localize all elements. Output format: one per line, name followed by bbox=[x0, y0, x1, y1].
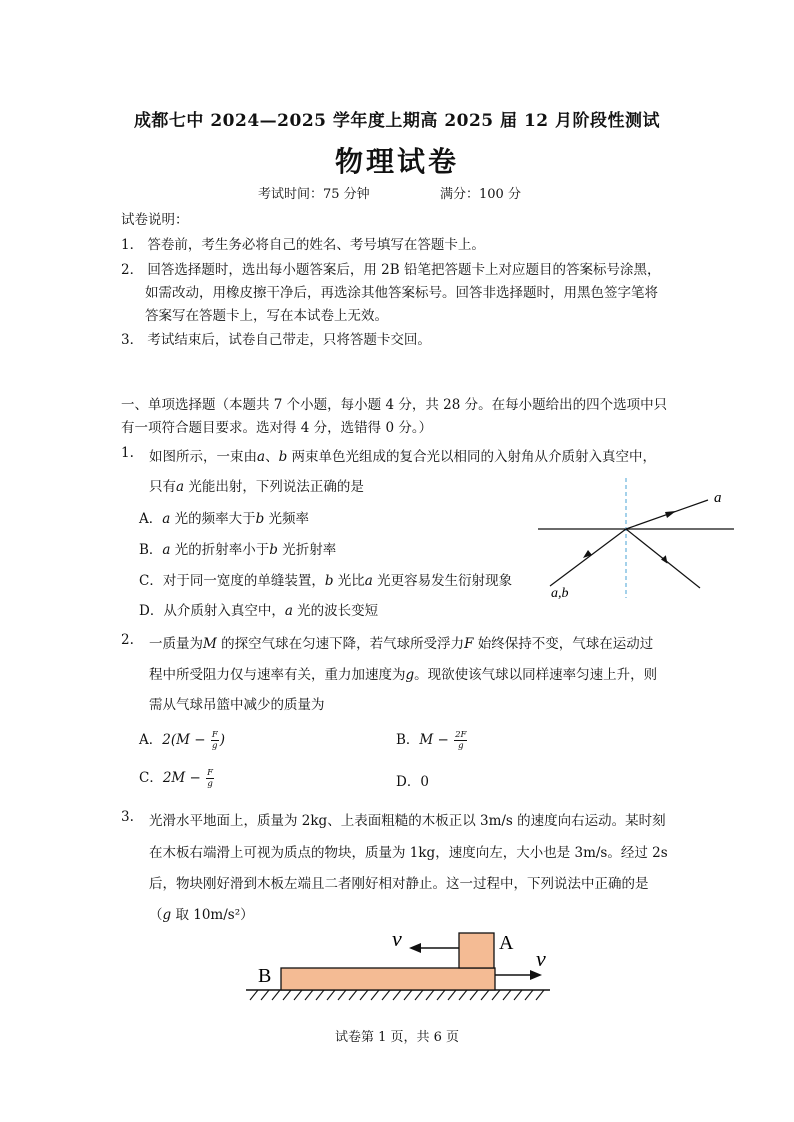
instruction-item: 答案写在答题卡上，写在本试卷上无效。 bbox=[145, 308, 388, 324]
incident-ray bbox=[550, 529, 626, 586]
exam-time: 考试时间：75 分钟 bbox=[258, 187, 370, 202]
hatch-stroke bbox=[272, 990, 280, 1000]
label-a: a bbox=[714, 490, 722, 506]
option-c: C．2M − $\frac{F}{g}$ bbox=[139, 767, 214, 789]
question-stem: 一质量为M 的探空气球在匀速下降，若气球所受浮力F 始终保持不变，气球在运动过 bbox=[149, 636, 654, 652]
question-stem-cont: （g 取 10m/s²） bbox=[149, 907, 254, 923]
question-number: 2. bbox=[121, 632, 134, 648]
option-b: B．M − $\frac{2F}{g}$ bbox=[396, 729, 467, 751]
option-c: C．对于同一宽度的单缝装置，b 光比a 光更容易发生衍射现象 bbox=[139, 573, 513, 589]
question-stem-cont: 程中所受阻力仅与速率有关，重力加速度为g。现欲使该气球以同样速率匀速上升，则 bbox=[149, 667, 658, 683]
hatch-stroke bbox=[492, 990, 500, 1000]
hatch-stroke bbox=[525, 990, 533, 1000]
hatch-stroke bbox=[393, 990, 401, 1000]
hatch-stroke bbox=[536, 990, 544, 1000]
hatch-stroke bbox=[338, 990, 346, 1000]
hatch-stroke bbox=[261, 990, 269, 1000]
board-b bbox=[281, 968, 495, 990]
question-number: 3. bbox=[121, 809, 134, 825]
hatch-stroke bbox=[327, 990, 335, 1000]
section-heading: 一、单项选择题（本题共 7 个小题，每小题 4 分，共 28 分。在每小题给出的四个选项中只 bbox=[121, 397, 668, 413]
block-arrowhead bbox=[409, 943, 421, 953]
hatch-stroke bbox=[415, 990, 423, 1000]
option-a: A．2(M − $\frac{F}{g}$ ) bbox=[139, 729, 226, 751]
option-a: A．a 光的频率大于b 光频率 bbox=[139, 511, 310, 527]
instruction-item: 1． 答卷前，考生务必将自己的姓名、考号填写在答题卡上。 bbox=[121, 237, 485, 253]
hatch-stroke bbox=[305, 990, 313, 1000]
page-footer: 试卷第 1 页，共 6 页 bbox=[334, 1030, 460, 1045]
hatch-stroke bbox=[459, 990, 467, 1000]
hatch-stroke bbox=[371, 990, 379, 1000]
hatch-stroke bbox=[437, 990, 445, 1000]
refracted-arrow bbox=[665, 511, 676, 518]
option-d: D．从介质射入真空中，a 光的波长变短 bbox=[139, 603, 379, 619]
instruction-item: 3． 考试结束后，试卷自己带走，只将答题卡交回。 bbox=[121, 332, 431, 348]
hatch-stroke bbox=[250, 990, 258, 1000]
hatch-stroke bbox=[316, 990, 324, 1000]
exam-title: 成都七中 2024—2025 学年度上期高 2025 届 12 月阶段性测试 bbox=[133, 111, 661, 131]
hatch-stroke bbox=[470, 990, 478, 1000]
hatch-stroke bbox=[349, 990, 357, 1000]
hatch-stroke bbox=[481, 990, 489, 1000]
question-stem-cont: 需从气球吊篮中减少的质量为 bbox=[149, 697, 325, 713]
question-stem-cont: 只有a 光能出射，下列说法正确的是 bbox=[149, 479, 364, 495]
hatch-stroke bbox=[360, 990, 368, 1000]
instruction-item: 2． 回答选择题时，选出每小题答案后，用 2B 铅笔把答题卡上对应题目的答案标号涂黑， bbox=[121, 262, 661, 278]
label-v-board: v bbox=[536, 946, 546, 971]
hatch-stroke bbox=[404, 990, 412, 1000]
hatch-stroke bbox=[426, 990, 434, 1000]
question-stem-cont: 在木板右端滑上可视为质点的物块，质量为 1kg，速度向左，大小也是 3m/s。经过 2s bbox=[149, 845, 668, 861]
option-d: D．0 bbox=[396, 774, 429, 790]
board-block-figure bbox=[240, 922, 560, 1004]
label-ab: a,b bbox=[551, 586, 569, 600]
board-arrowhead bbox=[530, 970, 542, 980]
label-b: B bbox=[258, 965, 272, 987]
hatch-stroke bbox=[503, 990, 511, 1000]
full-score: 满分：100 分 bbox=[440, 187, 521, 202]
label-v-block: v bbox=[392, 926, 402, 951]
label-a: A bbox=[499, 932, 514, 954]
hatch-stroke bbox=[382, 990, 390, 1000]
ground-hatching bbox=[250, 990, 544, 1000]
section-heading-cont: 有一项符合题目要求。选对得 4 分，选错得 0 分。） bbox=[121, 420, 433, 436]
incident-arrow bbox=[583, 550, 592, 558]
question-stem-cont: 后，物块刚好滑到木板左端且二者刚好相对静止。这一过程中，下列说法中正确的是 bbox=[149, 876, 649, 892]
question-number: 1. bbox=[121, 445, 134, 461]
question-stem: 光滑水平地面上，质量为 2kg、上表面粗糙的木板正以 3m/s 的速度向右运动。某时刻 bbox=[149, 813, 666, 829]
instruction-item: 如需改动，用橡皮擦干净后，再选涂其他答案标号。回答非选择题时，用黑色签字笔将 bbox=[145, 285, 658, 301]
block-a bbox=[459, 933, 494, 968]
hatch-stroke bbox=[448, 990, 456, 1000]
hatch-stroke bbox=[283, 990, 291, 1000]
question-stem: 如图所示，一束由a、b 两束单色光组成的复合光以相同的入射角从介质射入真空中， bbox=[149, 449, 657, 465]
hatch-stroke bbox=[294, 990, 302, 1000]
subject-title: 物理试卷 bbox=[334, 145, 459, 178]
hatch-stroke bbox=[514, 990, 522, 1000]
refraction-figure bbox=[530, 476, 740, 600]
option-b: B．a 光的折射率小于b 光折射率 bbox=[139, 542, 337, 558]
instructions-heading: 试卷说明： bbox=[121, 212, 189, 228]
